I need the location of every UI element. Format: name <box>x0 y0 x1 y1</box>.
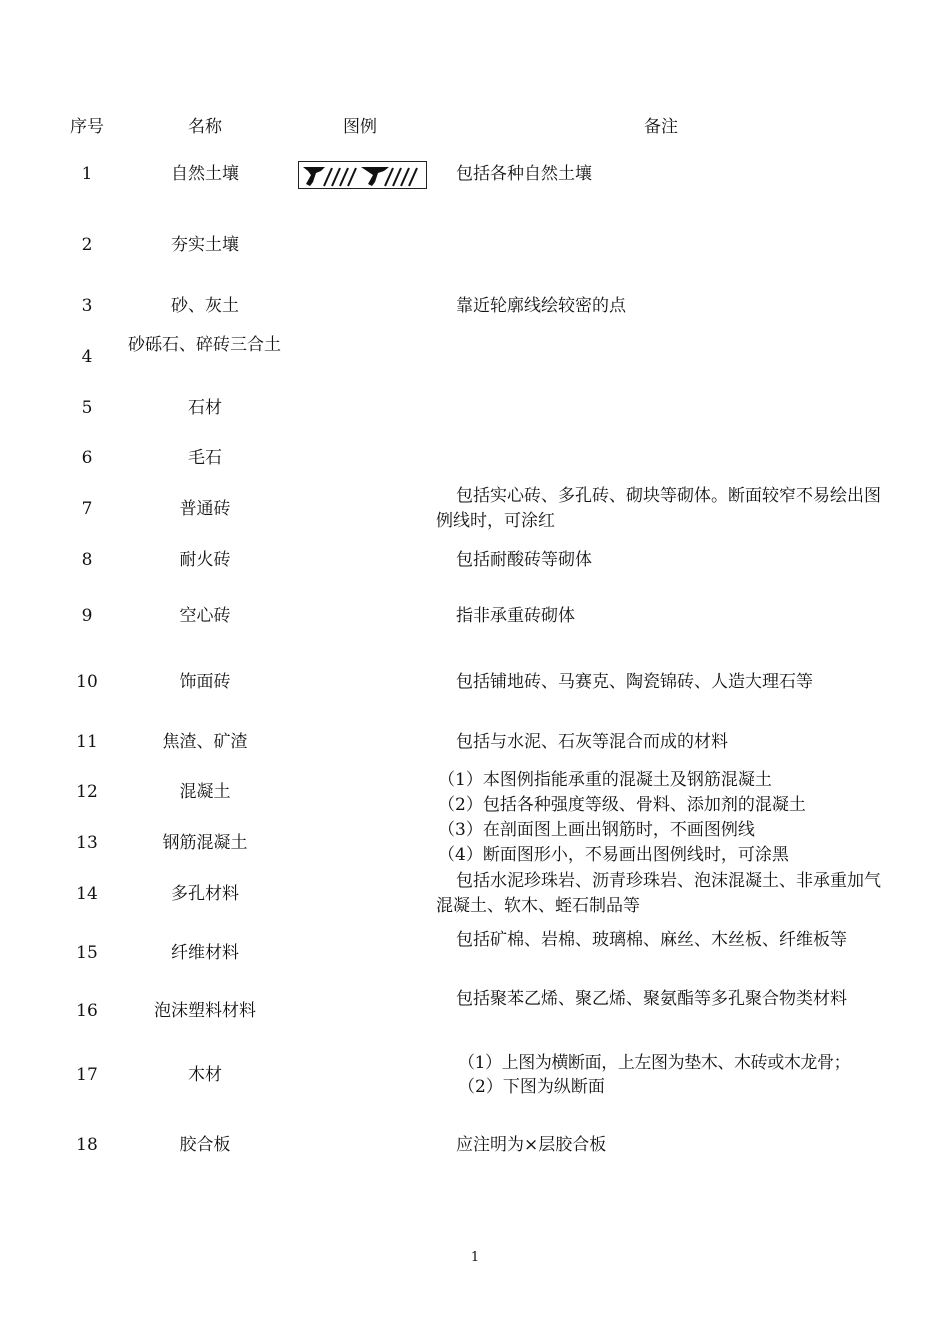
row-note: 指非承重砖砌体 <box>456 606 575 626</box>
row-num: 3 <box>81 296 93 316</box>
row-note: 包括实心砖、多孔砖、砌块等砌体。断面较窄不易绘出图例线时，可涂红 <box>436 486 881 531</box>
row-num: 2 <box>81 235 93 255</box>
row-name: 多孔材料 <box>171 884 239 904</box>
row-name: 纤维材料 <box>171 943 239 963</box>
natural-soil-hatch-icon <box>298 161 427 189</box>
row-name: 砂砾石、碎砖三合土 <box>128 335 281 355</box>
row-note: 应注明为×层胶合板 <box>456 1135 607 1155</box>
row-num: 7 <box>81 499 93 519</box>
row-name: 空心砖 <box>179 606 231 626</box>
header-name: 名称 <box>188 117 222 137</box>
header-note: 备注 <box>644 117 678 137</box>
row-note: 包括铺地砖、马赛克、陶瓷锦砖、人造大理石等 <box>456 672 813 692</box>
row-num: 5 <box>81 398 93 418</box>
row-note: 包括各种自然土壤 <box>456 164 592 184</box>
row-note: 包括聚苯乙烯、聚乙烯、聚氨酯等多孔聚合物类材料 <box>456 989 847 1009</box>
wood-note-line: （2）下图为纵断面 <box>458 1077 605 1097</box>
row-num: 12 <box>76 782 98 802</box>
row-num: 11 <box>76 732 98 752</box>
row-name: 木材 <box>188 1065 222 1085</box>
row-num: 6 <box>81 448 93 468</box>
row-num: 17 <box>76 1065 98 1085</box>
row-name: 胶合板 <box>179 1135 231 1155</box>
row-note: 包括水泥珍珠岩、沥青珍珠岩、泡沫混凝土、非承重加气混凝土、软木、蛭石制品等 <box>436 871 881 916</box>
row-name: 饰面砖 <box>179 672 231 692</box>
row-name: 钢筋混凝土 <box>162 833 248 853</box>
row-name: 混凝土 <box>179 782 231 802</box>
row-note: 包括与水泥、石灰等混合而成的材料 <box>456 732 728 752</box>
row-name: 毛石 <box>188 448 222 468</box>
row-name: 普通砖 <box>179 499 231 519</box>
wood-note-line: （1）上图为横断面，上左图为垫木、木砖或木龙骨； <box>458 1053 851 1073</box>
row-name: 泡沫塑料材料 <box>154 1001 256 1021</box>
row-name: 焦渣、矿渣 <box>162 732 248 752</box>
row-num: 10 <box>76 672 98 692</box>
row-num: 18 <box>76 1135 98 1155</box>
row-name: 夯实土壤 <box>171 235 239 255</box>
concrete-note-line: （3）在剖面图上画出钢筋时，不画图例线 <box>438 820 755 840</box>
row-num: 13 <box>76 833 98 853</box>
row-num: 9 <box>81 606 93 626</box>
row-name: 耐火砖 <box>179 550 231 570</box>
row-num: 15 <box>76 943 98 963</box>
concrete-note-line: （2）包括各种强度等级、骨料、添加剂的混凝土 <box>438 795 806 815</box>
row-num: 4 <box>81 347 93 367</box>
row-name: 砂、灰土 <box>171 296 239 316</box>
header-symbol: 图例 <box>343 117 377 137</box>
row-num: 14 <box>76 884 98 904</box>
row-name: 石材 <box>188 398 222 418</box>
concrete-note-line: （1）本图例指能承重的混凝土及钢筋混凝土 <box>438 770 772 790</box>
row-note: 包括矿棉、岩棉、玻璃棉、麻丝、木丝板、纤维板等 <box>456 930 847 950</box>
header-num: 序号 <box>70 117 104 137</box>
row-num: 1 <box>81 164 93 184</box>
row-num: 16 <box>76 1001 98 1021</box>
row-name: 自然土壤 <box>171 164 239 184</box>
row-num: 8 <box>81 550 93 570</box>
row-note: 靠近轮廓线绘较密的点 <box>456 296 626 316</box>
row-note: 包括耐酸砖等砌体 <box>456 550 592 570</box>
page-number: 1 <box>470 1250 480 1265</box>
concrete-note-line: （4）断面图形小，不易画出图例线时，可涂黑 <box>438 845 789 865</box>
